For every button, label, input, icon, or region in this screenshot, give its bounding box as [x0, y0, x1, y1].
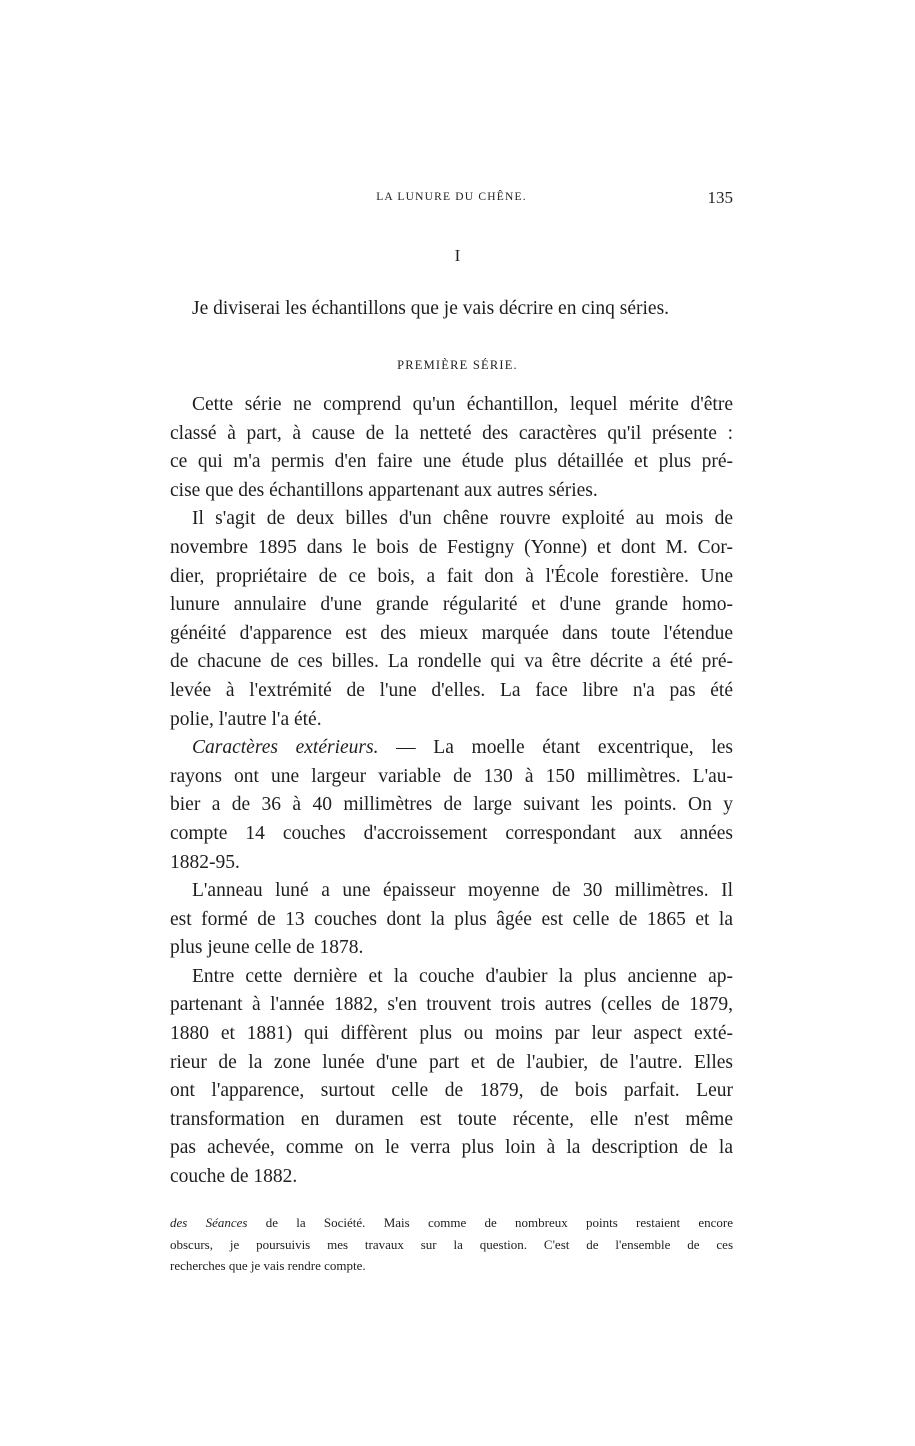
series-title: PREMIÈRE SÉRIE. [397, 358, 518, 372]
text-line: cise que des échantillons appartenant aux autres séries. [170, 479, 598, 501]
text-line: polie, l'autre l'a été. [170, 708, 322, 730]
text-line: 1880 et 1881) qui diffèrent plus ou moins par leur aspect exté- [170, 1023, 733, 1045]
paragraph-3 [170, 734, 733, 877]
paragraph-5 [170, 963, 733, 1192]
text-line: transformation en duramen est toute récente, elle n'est même [170, 1108, 733, 1130]
text-line: compte 14 couches d'accroissement correspondant aux années [170, 822, 733, 844]
text-line: ce qui m'a permis d'en faire une étude plus détaillée et plus pré- [170, 451, 733, 473]
text-fragment: — La moelle étant excentrique, les [378, 737, 733, 759]
paragraph-4 [170, 877, 733, 963]
footnote [170, 1212, 733, 1277]
text-line: classé à part, à cause de la netteté des caractères qu'il présente : [170, 422, 733, 444]
section-number: I [454, 246, 461, 265]
paragraph-2 [170, 505, 733, 734]
text-line [170, 734, 733, 763]
text-line: partenant à l'année 1882, s'en trouvent trois autres (celles de 1879, [170, 994, 733, 1016]
text-line: 1882-95. [170, 851, 240, 873]
text-line: généité d'apparence est des mieux marquée dans toute l'étendue [170, 622, 733, 644]
text-line: est formé de 13 couches dont la plus âgée est celle de 1865 et la [170, 908, 733, 930]
page-number: 135 [707, 188, 733, 207]
main-text [170, 391, 733, 1192]
text-line: Il s'agit de deux billes d'un chêne rouvre exploité au mois de [192, 508, 733, 530]
running-title: LA LUNURE DU CHÊNE. [376, 191, 527, 203]
footnote-line: obscurs, je poursuivis mes travaux sur la question. C'est de l'ensemble de ces [170, 1236, 733, 1252]
text-line: bier a de 36 à 40 millimètres de large suivant les points. On y [170, 794, 733, 816]
italic-heading: Caractères extérieurs. [192, 737, 379, 759]
text-line: Cette série ne comprend qu'un échantillon, lequel mérite d'être [192, 394, 733, 415]
text-line: levée à l'extrémité de l'une d'elles. La face libre n'a pas été [170, 679, 733, 701]
running-head [170, 188, 733, 210]
text-fragment: de la Société. Mais comme de nombreux points restaient encore [247, 1215, 733, 1230]
text-line: plus jeune celle de 1878. [170, 937, 364, 959]
footnote-line [170, 1212, 733, 1234]
paragraph-1 [170, 391, 733, 505]
text-line: de chacune de ces billes. La rondelle qui va être décrite a été pré- [170, 651, 733, 673]
text-line: couche de 1882. [170, 1166, 298, 1188]
text-line: L'anneau luné a une épaisseur moyenne de 30 millimètres. Il [192, 880, 733, 902]
text-line: pas achevée, comme on le verra plus loin à la description de la [170, 1137, 733, 1159]
footnote-italic: des Séances [170, 1215, 248, 1230]
text-line: ont l'apparence, surtout celle de 1879, de bois parfait. Leur [170, 1080, 733, 1102]
text-line: Entre cette dernière et la couche d'aubier la plus ancienne ap- [192, 965, 733, 987]
text-line: rayons ont une largeur variable de 130 à 150 millimètres. L'au- [170, 765, 733, 787]
text-line: novembre 1895 dans le bois de Festigny (Yonne) et dont M. Cor- [170, 536, 733, 558]
intro-sentence: Je diviserai les échantillons que je vais décrire en cinq séries. [192, 298, 670, 319]
text-line: rieur de la zone lunée d'une part et de l'aubier, de l'autre. Elles [170, 1051, 733, 1073]
text-line: lunure annulaire d'une grande régularité et d'une grande homo- [170, 594, 733, 616]
text-line: dier, propriétaire de ce bois, a fait don à l'École forestière. Une [170, 565, 733, 587]
footnote-line: recherches que je vais rendre compte. [170, 1258, 366, 1273]
